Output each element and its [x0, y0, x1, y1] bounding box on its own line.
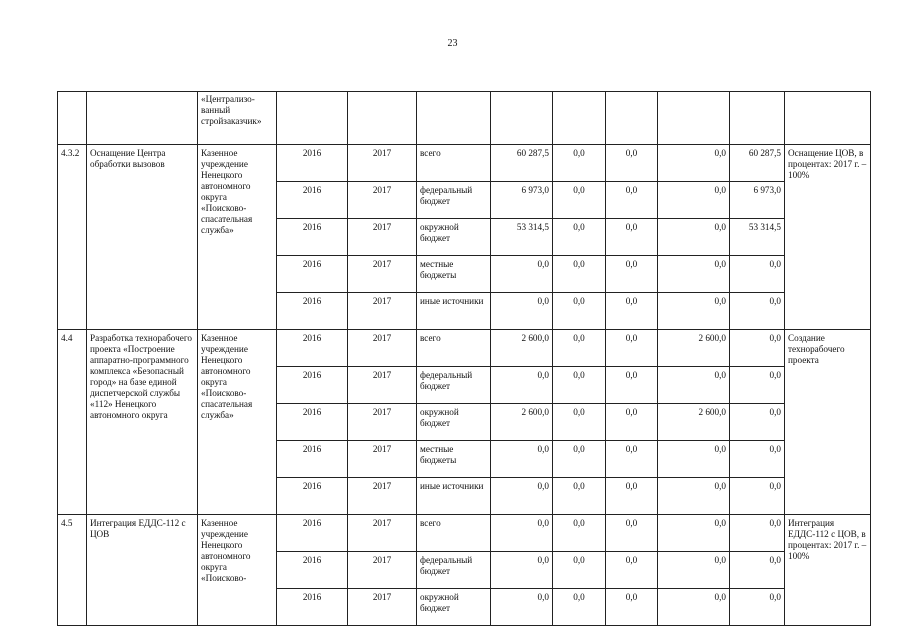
end-year: 2017	[348, 441, 417, 478]
year4-amount: 0,0	[730, 589, 785, 626]
funding-source: всего	[417, 330, 491, 367]
total-amount: 0,0	[491, 441, 553, 478]
table-row	[58, 92, 871, 145]
year4-amount: 0,0	[730, 404, 785, 441]
end-year: 2017	[348, 293, 417, 330]
end-year: 2017	[348, 367, 417, 404]
end-year: 2017	[348, 145, 417, 182]
page-number: 23	[447, 38, 458, 49]
year2-amount: 0,0	[606, 478, 658, 515]
item-result: Интеграция ЕДДС-112 с ЦОВ, в процентах: 2017 г. – 100%	[785, 515, 871, 626]
table-row	[58, 515, 871, 552]
year3-amount: 0,0	[658, 182, 730, 219]
year3-amount: 0,0	[658, 441, 730, 478]
end-year: 2017	[348, 515, 417, 552]
year3-amount: 0,0	[658, 367, 730, 404]
year3-amount: 2 600,0	[658, 330, 730, 367]
year1-amount: 0,0	[553, 182, 606, 219]
start-year: 2016	[277, 441, 348, 478]
total-amount: 2 600,0	[491, 404, 553, 441]
year2-amount: 0,0	[606, 515, 658, 552]
year4-amount: 0,0	[730, 515, 785, 552]
item-name: Оснащение Центра обработки вызовов	[87, 145, 198, 330]
year4-amount: 6 973,0	[730, 182, 785, 219]
year4-amount: 0,0	[730, 293, 785, 330]
funding-source: всего	[417, 515, 491, 552]
funding-source: всего	[417, 145, 491, 182]
funding-source: иные источники	[417, 478, 491, 515]
end-year: 2017	[348, 589, 417, 626]
year2-amount: 0,0	[606, 256, 658, 293]
year3-amount: 0,0	[658, 589, 730, 626]
total-amount: 0,0	[491, 515, 553, 552]
start-year: 2016	[277, 293, 348, 330]
end-year: 2017	[348, 404, 417, 441]
start-year: 2016	[277, 367, 348, 404]
start-year: 2016	[277, 515, 348, 552]
funding-source: федеральный бюджет	[417, 552, 491, 589]
table-row	[58, 330, 871, 367]
start-year: 2016	[277, 478, 348, 515]
total-amount: 6 973,0	[491, 182, 553, 219]
year2-amount: 0,0	[606, 367, 658, 404]
funding-source: местные бюджеты	[417, 441, 491, 478]
year1-amount: 0,0	[553, 515, 606, 552]
total-amount: 0,0	[491, 256, 553, 293]
year1-amount: 0,0	[553, 293, 606, 330]
year1-amount: 0,0	[553, 256, 606, 293]
start-year: 2016	[277, 589, 348, 626]
year1-amount: 0,0	[553, 367, 606, 404]
year1-amount: 0,0	[553, 552, 606, 589]
start-year: 2016	[277, 182, 348, 219]
num-cell	[58, 92, 87, 145]
year4-amount: 0,0	[730, 552, 785, 589]
year3-amount: 0,0	[658, 478, 730, 515]
funding-source: федеральный бюджет	[417, 367, 491, 404]
year1-amount: 0,0	[553, 330, 606, 367]
year1-amount: 0,0	[553, 219, 606, 256]
year2-amount: 0,0	[606, 182, 658, 219]
end-year: 2017	[348, 478, 417, 515]
item-number: 4.5	[58, 515, 87, 626]
year3-amount: 0,0	[658, 293, 730, 330]
item-result: Создание технорабочего проекта	[785, 330, 871, 515]
total-amount: 0,0	[491, 589, 553, 626]
program-table	[57, 91, 871, 626]
funding-source: окружной бюджет	[417, 219, 491, 256]
funding-source: окружной бюджет	[417, 404, 491, 441]
year3-amount: 0,0	[658, 219, 730, 256]
year1-amount: 0,0	[553, 145, 606, 182]
year2-amount: 0,0	[606, 330, 658, 367]
year4-amount: 0,0	[730, 441, 785, 478]
funding-source: федеральный бюджет	[417, 182, 491, 219]
year2-amount: 0,0	[606, 589, 658, 626]
total-amount: 0,0	[491, 478, 553, 515]
funding-source: иные источники	[417, 293, 491, 330]
year1-amount: 0,0	[553, 478, 606, 515]
year1-amount: 0,0	[553, 589, 606, 626]
funding-source: окружной бюджет	[417, 589, 491, 626]
start-year: 2016	[277, 330, 348, 367]
end-year: 2017	[348, 256, 417, 293]
item-executor: Казенное учреждение Ненецкого автономного округа «Поисково-спасательная служба»	[198, 145, 277, 330]
year4-amount: 0,0	[730, 478, 785, 515]
year3-amount: 2 600,0	[658, 404, 730, 441]
end-year: 2017	[348, 552, 417, 589]
end-year: 2017	[348, 219, 417, 256]
start-year: 2016	[277, 404, 348, 441]
year3-amount: 0,0	[658, 515, 730, 552]
year4-amount: 60 287,5	[730, 145, 785, 182]
item-name: Разработка технорабочего проекта «Построение аппаратно-программного комплекса «Безопасный город» на базе единой диспетчерской службы «112» Ненецкого автономного округа	[87, 330, 198, 515]
name-cell	[87, 92, 198, 145]
year1-amount: 0,0	[553, 441, 606, 478]
funding-source: местные бюджеты	[417, 256, 491, 293]
start-year: 2016	[277, 219, 348, 256]
item-executor: Казенное учреждение Ненецкого автономного округа «Поисково-	[198, 515, 277, 626]
total-amount: 60 287,5	[491, 145, 553, 182]
year4-amount: 0,0	[730, 367, 785, 404]
item-name: Интеграция ЕДДС-112 с ЦОВ	[87, 515, 198, 626]
total-amount: 0,0	[491, 552, 553, 589]
year3-amount: 0,0	[658, 145, 730, 182]
end-year: 2017	[348, 330, 417, 367]
year4-amount: 0,0	[730, 256, 785, 293]
item-number: 4.3.2	[58, 145, 87, 330]
year1-amount: 0,0	[553, 404, 606, 441]
year4-amount: 0,0	[730, 330, 785, 367]
item-number: 4.4	[58, 330, 87, 515]
year2-amount: 0,0	[606, 552, 658, 589]
start-year: 2016	[277, 552, 348, 589]
year2-amount: 0,0	[606, 293, 658, 330]
year2-amount: 0,0	[606, 145, 658, 182]
year2-amount: 0,0	[606, 219, 658, 256]
item-result: Оснащение ЦОВ, в процентах: 2017 г. – 100%	[785, 145, 871, 330]
executor-cell: «Централизо-ванный стройзаказчик»	[198, 92, 277, 145]
start-year: 2016	[277, 256, 348, 293]
start-year: 2016	[277, 145, 348, 182]
total-amount: 0,0	[491, 293, 553, 330]
year4-amount: 53 314,5	[730, 219, 785, 256]
year2-amount: 0,0	[606, 404, 658, 441]
year3-amount: 0,0	[658, 552, 730, 589]
total-amount: 53 314,5	[491, 219, 553, 256]
item-executor: Казенное учреждение Ненецкого автономного округа «Поисково-спасательная служба»	[198, 330, 277, 515]
table-row	[58, 145, 871, 182]
total-amount: 2 600,0	[491, 330, 553, 367]
total-amount: 0,0	[491, 367, 553, 404]
year3-amount: 0,0	[658, 256, 730, 293]
year2-amount: 0,0	[606, 441, 658, 478]
end-year: 2017	[348, 182, 417, 219]
